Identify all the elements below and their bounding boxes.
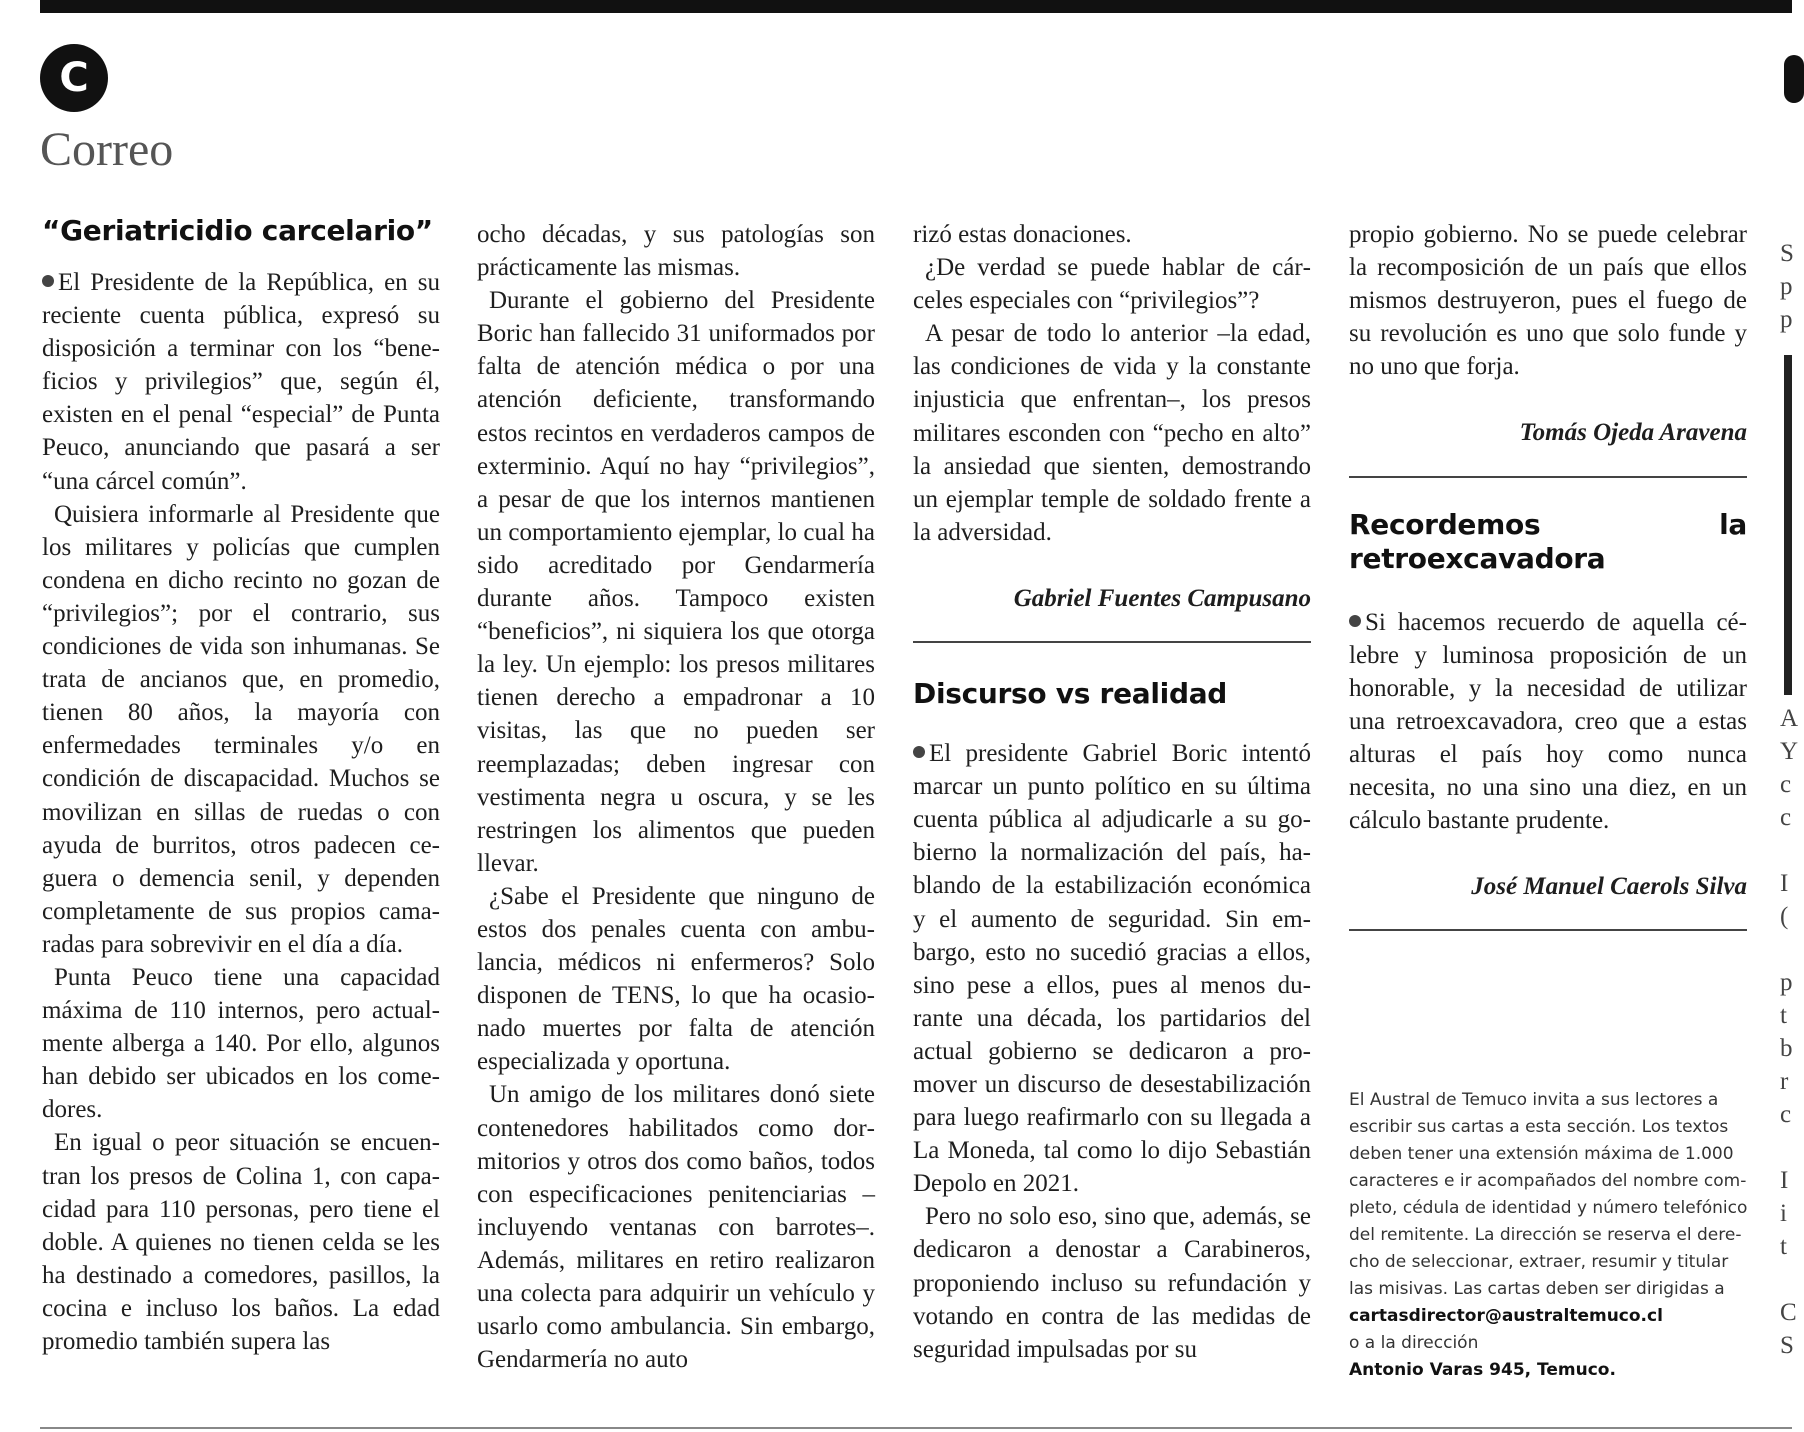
adjacent-text-fragment: C xyxy=(1780,1299,1797,1326)
paragraph-text: El presidente Gabriel Boric intentó marcar un punto político en su última cuenta pública al adjudicarle a su gobierno la normalización del país, hablando de la estabilización económica y el aumento de seguridad. Sin embargo, esto no sucedió gracias a ellos, sino pese a ellos, pues al menos durante una década, los partidarios del actual gobierno se dedicaron a promover un discurso de desestabilización para luego reafirmarlo con su llegada a La Moneda, tal como lo dijo Sebastián Depolo en 2021. xyxy=(913,740,1311,1198)
letter-1-paragraph xyxy=(42,266,440,498)
adjacent-text-fragment: c xyxy=(1780,1101,1792,1128)
column-1 xyxy=(42,214,440,1358)
column-4 xyxy=(1349,218,1747,931)
submission-note xyxy=(1349,1087,1749,1384)
letter-3-signature: José Manuel Caerols Silva xyxy=(1471,873,1747,901)
adjacent-text-fragment: S xyxy=(1780,240,1794,267)
bullet-icon xyxy=(42,275,54,287)
divider xyxy=(1349,929,1747,931)
adjacent-text-fragment: c xyxy=(1780,804,1792,831)
letter-1-signature: Gabriel Fuentes Campusano xyxy=(1013,584,1311,612)
letter-2-paragraph xyxy=(913,737,1311,1200)
divider xyxy=(1349,476,1747,478)
adjacent-text-fragment: ( xyxy=(1780,903,1789,930)
bullet-icon xyxy=(913,746,925,758)
letter-3-title: Recordemos la retroexcavadora xyxy=(1349,507,1747,575)
letter-1-paragraph: Un amigo de los militares donó siete contenedores habilitados como dormitorios y otros dos como baños, todos con especificaciones penitenciarias –incluyendo ventanas con barrotes–. Además, militares en retiro realizaron una colecta para adquirir un vehículo y usarlo como ambulancia. Sin embargo, Gendarmería no auto xyxy=(477,1081,875,1374)
adjacent-logo xyxy=(1784,55,1804,103)
adjacent-text-fragment: I xyxy=(1780,1167,1789,1194)
adjacent-text-fragment: r xyxy=(1780,1068,1789,1095)
adjacent-text-fragment: I xyxy=(1780,870,1789,897)
letter-1-paragraph: ¿Sabe el Presidente que ninguno de estos dos penales cuenta con ambulancia, médicos ni enfermeros? Solo disponen de TENS, lo que ha ocasionado muertes por falta de atención especializada y oportuna. xyxy=(477,882,875,1076)
divider xyxy=(913,641,1311,643)
letter-2-title: Discurso vs realidad xyxy=(913,677,1228,711)
adjacent-page-edge xyxy=(1776,0,1799,1432)
paragraph-text: Si hacemos recuerdo de aquella célebre y luminosa proposición de un honorable, y la necesidad de utilizar una retroexcavadora, creo que a estas alturas el país hoy como nunca necesita, no una sino una diez, en un cálculo bastante prudente. xyxy=(1349,608,1747,835)
letter-2-signature: Tomás Ojeda Aravena xyxy=(1519,419,1747,447)
adjacent-text-fragment: p xyxy=(1780,306,1793,333)
bullet-icon xyxy=(1349,615,1361,627)
top-rule xyxy=(40,0,1792,13)
letter-1-paragraph: Punta Peuco tiene una capacidad máxima de 110 internos, pero actualmente alberga a 140. Por ello, algunos han debido ser ubicados en los comedores. xyxy=(42,963,440,1124)
paragraph-text: El Presidente de la República, en su reciente cuenta pública, expresó su disposición a terminar con los “beneficios y privilegios” que, según él, existen en el penal “especial” de Punta Peuco, anunciando que pasará a ser “una cárcel común”. xyxy=(42,269,440,495)
adjacent-text-fragment: p xyxy=(1780,969,1793,996)
column-2 xyxy=(477,218,875,1376)
adjacent-text-fragment: p xyxy=(1780,273,1793,300)
adjacent-text-fragment: S xyxy=(1780,1332,1794,1359)
bottom-rule xyxy=(40,1427,1792,1429)
letter-2-paragraph: Pero no solo eso, sino que, además, se dedicaron a denostar a Carabineros, proponiendo incluso su refundación y votando en contra de las medidas de seguridad impulsadas por su xyxy=(913,1203,1311,1363)
section-title: Correo xyxy=(40,123,174,176)
letter-1-paragraph: Durante el gobierno del Presidente Boric han fallecido 31 uniformados por falta de atención médica o por una atención deficiente, transformando estos recintos en verdaderos campos de exterminio. Aquí no hay “privilegios”, a pesar de que los internos mantienen un comportamiento ejemplar, lo cual ha sido acreditado por Gendarmería durante años. Tampoco existen “beneficios”, ni siquiera los que otorga la ley. Un ejemplo: los presos militares tienen derecho a empadronar a 10 visitas, las que no pueden ser reemplazadas; deben ingresar con vestimenta negra u oscura, y se les restringen los alimentos que pueden llevar. xyxy=(477,287,875,877)
adjacent-text-fragment: c xyxy=(1780,771,1792,798)
section-logo: C xyxy=(40,44,108,112)
adjacent-text-fragment: t xyxy=(1780,1002,1787,1029)
note-or-address: o a la dirección xyxy=(1349,1333,1479,1353)
adjacent-photo xyxy=(1784,355,1792,695)
note-text: El Austral de Temuco invita a sus lectores a escribir sus cartas a esta sección. Los textos deben tener una extensión máxima de 1.000 caracteres e ir acompañados del nombre completo, cédula de identidad y número telefónico del remitente. La dirección se reserva el derecho de seleccionar, extraer, resumir y titular las misivas. Las cartas deben ser dirigidas a xyxy=(1349,1090,1748,1299)
letter-1-paragraph: A pesar de todo lo anterior –la edad, las condiciones de vida y la constante injusticia que enfrentan–, los presos militares esconden con “pecho en alto” la ansiedad que sienten, demostrando un ejemplar temple de soldado frente a la adversidad. xyxy=(913,320,1311,546)
contact-email[interactable]: cartasdirector@australtemuco.cl xyxy=(1349,1306,1663,1326)
letter-3-paragraph xyxy=(1349,606,1747,838)
adjacent-text-fragment: A xyxy=(1780,705,1799,732)
letter-2-paragraph: propio gobierno. No se puede celebrar la recomposición de un país que ellos mismos destruyeron, pues el fuego de su revolución es uno que solo funde y no uno que forja. xyxy=(1349,221,1747,381)
adjacent-text-fragment: b xyxy=(1780,1035,1793,1062)
contact-address: Antonio Varas 945, Temuco. xyxy=(1349,1360,1616,1380)
letter-1-paragraph: rizó estas donaciones. xyxy=(913,221,1132,248)
column-3 xyxy=(913,218,1311,1366)
letter-1-paragraph: ocho décadas, y sus patologías son prácticamente las mismas. xyxy=(477,221,875,282)
letter-1-paragraph: Quisiera informarle al Presidente que los militares y policías que cumplen condena en dicho recinto no gozan de “privilegios”; por el contrario, sus condiciones de vida son inhumanas. Se trata de ancianos que, en promedio, tienen 80 años, la mayoría con enfermedades terminales y/o en condición de discapacidad. Muchos se movilizan en sillas de ruedas o con ayuda de burritos, otros padecen ceguera o demencia senil, y dependen completamente de sus propios camaradas para sobrevivir en el día a día. xyxy=(42,500,440,958)
letter-1-paragraph: En igual o peor situación se encuentran los presos de Colina 1, con capacidad para 110 personas, pero tiene el doble. A quienes no tienen celda se les ha destinado a comedores, pasillos, la cocina e incluso los baños. La edad promedio también supera las xyxy=(42,1129,440,1355)
letter-1-paragraph: ¿De verdad se puede hablar de cárceles especiales con “privilegios”? xyxy=(913,254,1311,315)
adjacent-text-fragment: Y xyxy=(1780,738,1799,765)
letter-1-title: “Geriatricidio carcelario” xyxy=(42,214,433,247)
adjacent-text-fragment: t xyxy=(1780,1233,1787,1260)
adjacent-text-fragment: i xyxy=(1780,1200,1787,1227)
